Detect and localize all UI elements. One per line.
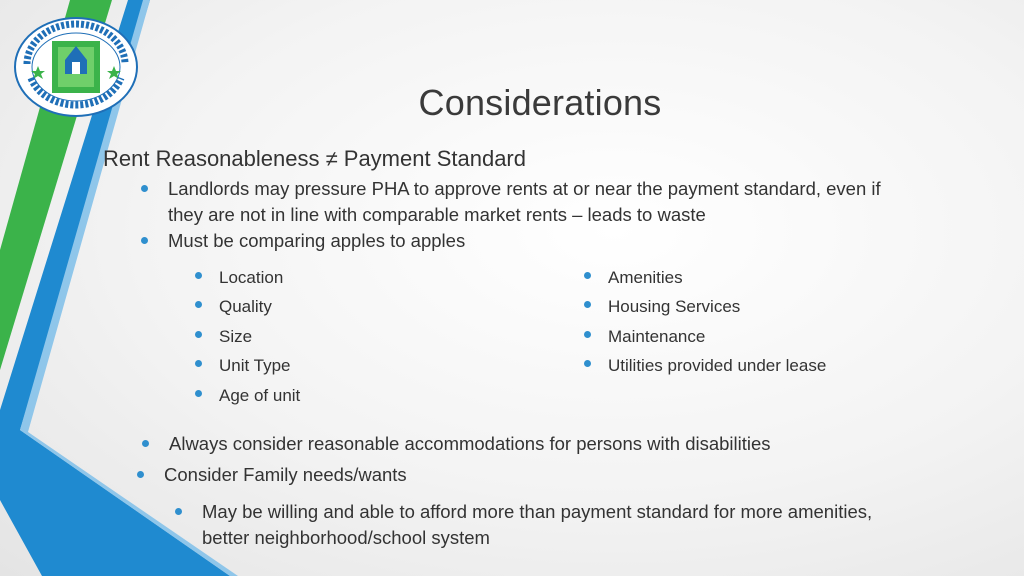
bullet-text-line1: Landlords may pressure PHA to approve rents at or near the payment standard, even if xyxy=(168,178,881,199)
list-item-maintenance: Maintenance xyxy=(608,324,705,350)
bullet-landlords xyxy=(168,176,881,202)
list-item-size: Size xyxy=(219,324,252,350)
section-heading: Rent Reasonableness ≠ Payment Standard xyxy=(103,146,526,171)
list-item-age-of-unit: Age of unit xyxy=(219,383,300,409)
list-item-utilities: Utilities provided under lease xyxy=(608,353,826,379)
bullet-family-needs: Consider Family needs/wants xyxy=(164,462,407,488)
list-item-quality: Quality xyxy=(219,294,272,320)
list-item-unit-type: Unit Type xyxy=(219,353,291,379)
slide-title: Considerations xyxy=(418,82,662,123)
list-item-housing-services: Housing Services xyxy=(608,294,740,320)
bullet-landlords-continued: they are not in line with comparable market rents – leads to waste xyxy=(168,204,706,225)
sub-bullet-afford-more: May be willing and able to afford more than payment standard for more amenities, xyxy=(202,499,872,525)
bullet-accommodations: Always consider reasonable accommodations for persons with disabilities xyxy=(169,431,771,457)
bullet-apples: Must be comparing apples to apples xyxy=(168,228,465,254)
list-item-location: Location xyxy=(219,265,283,291)
sub-bullet-afford-more-continued: better neighborhood/school system xyxy=(202,527,490,548)
list-item-amenities: Amenities xyxy=(608,265,683,291)
